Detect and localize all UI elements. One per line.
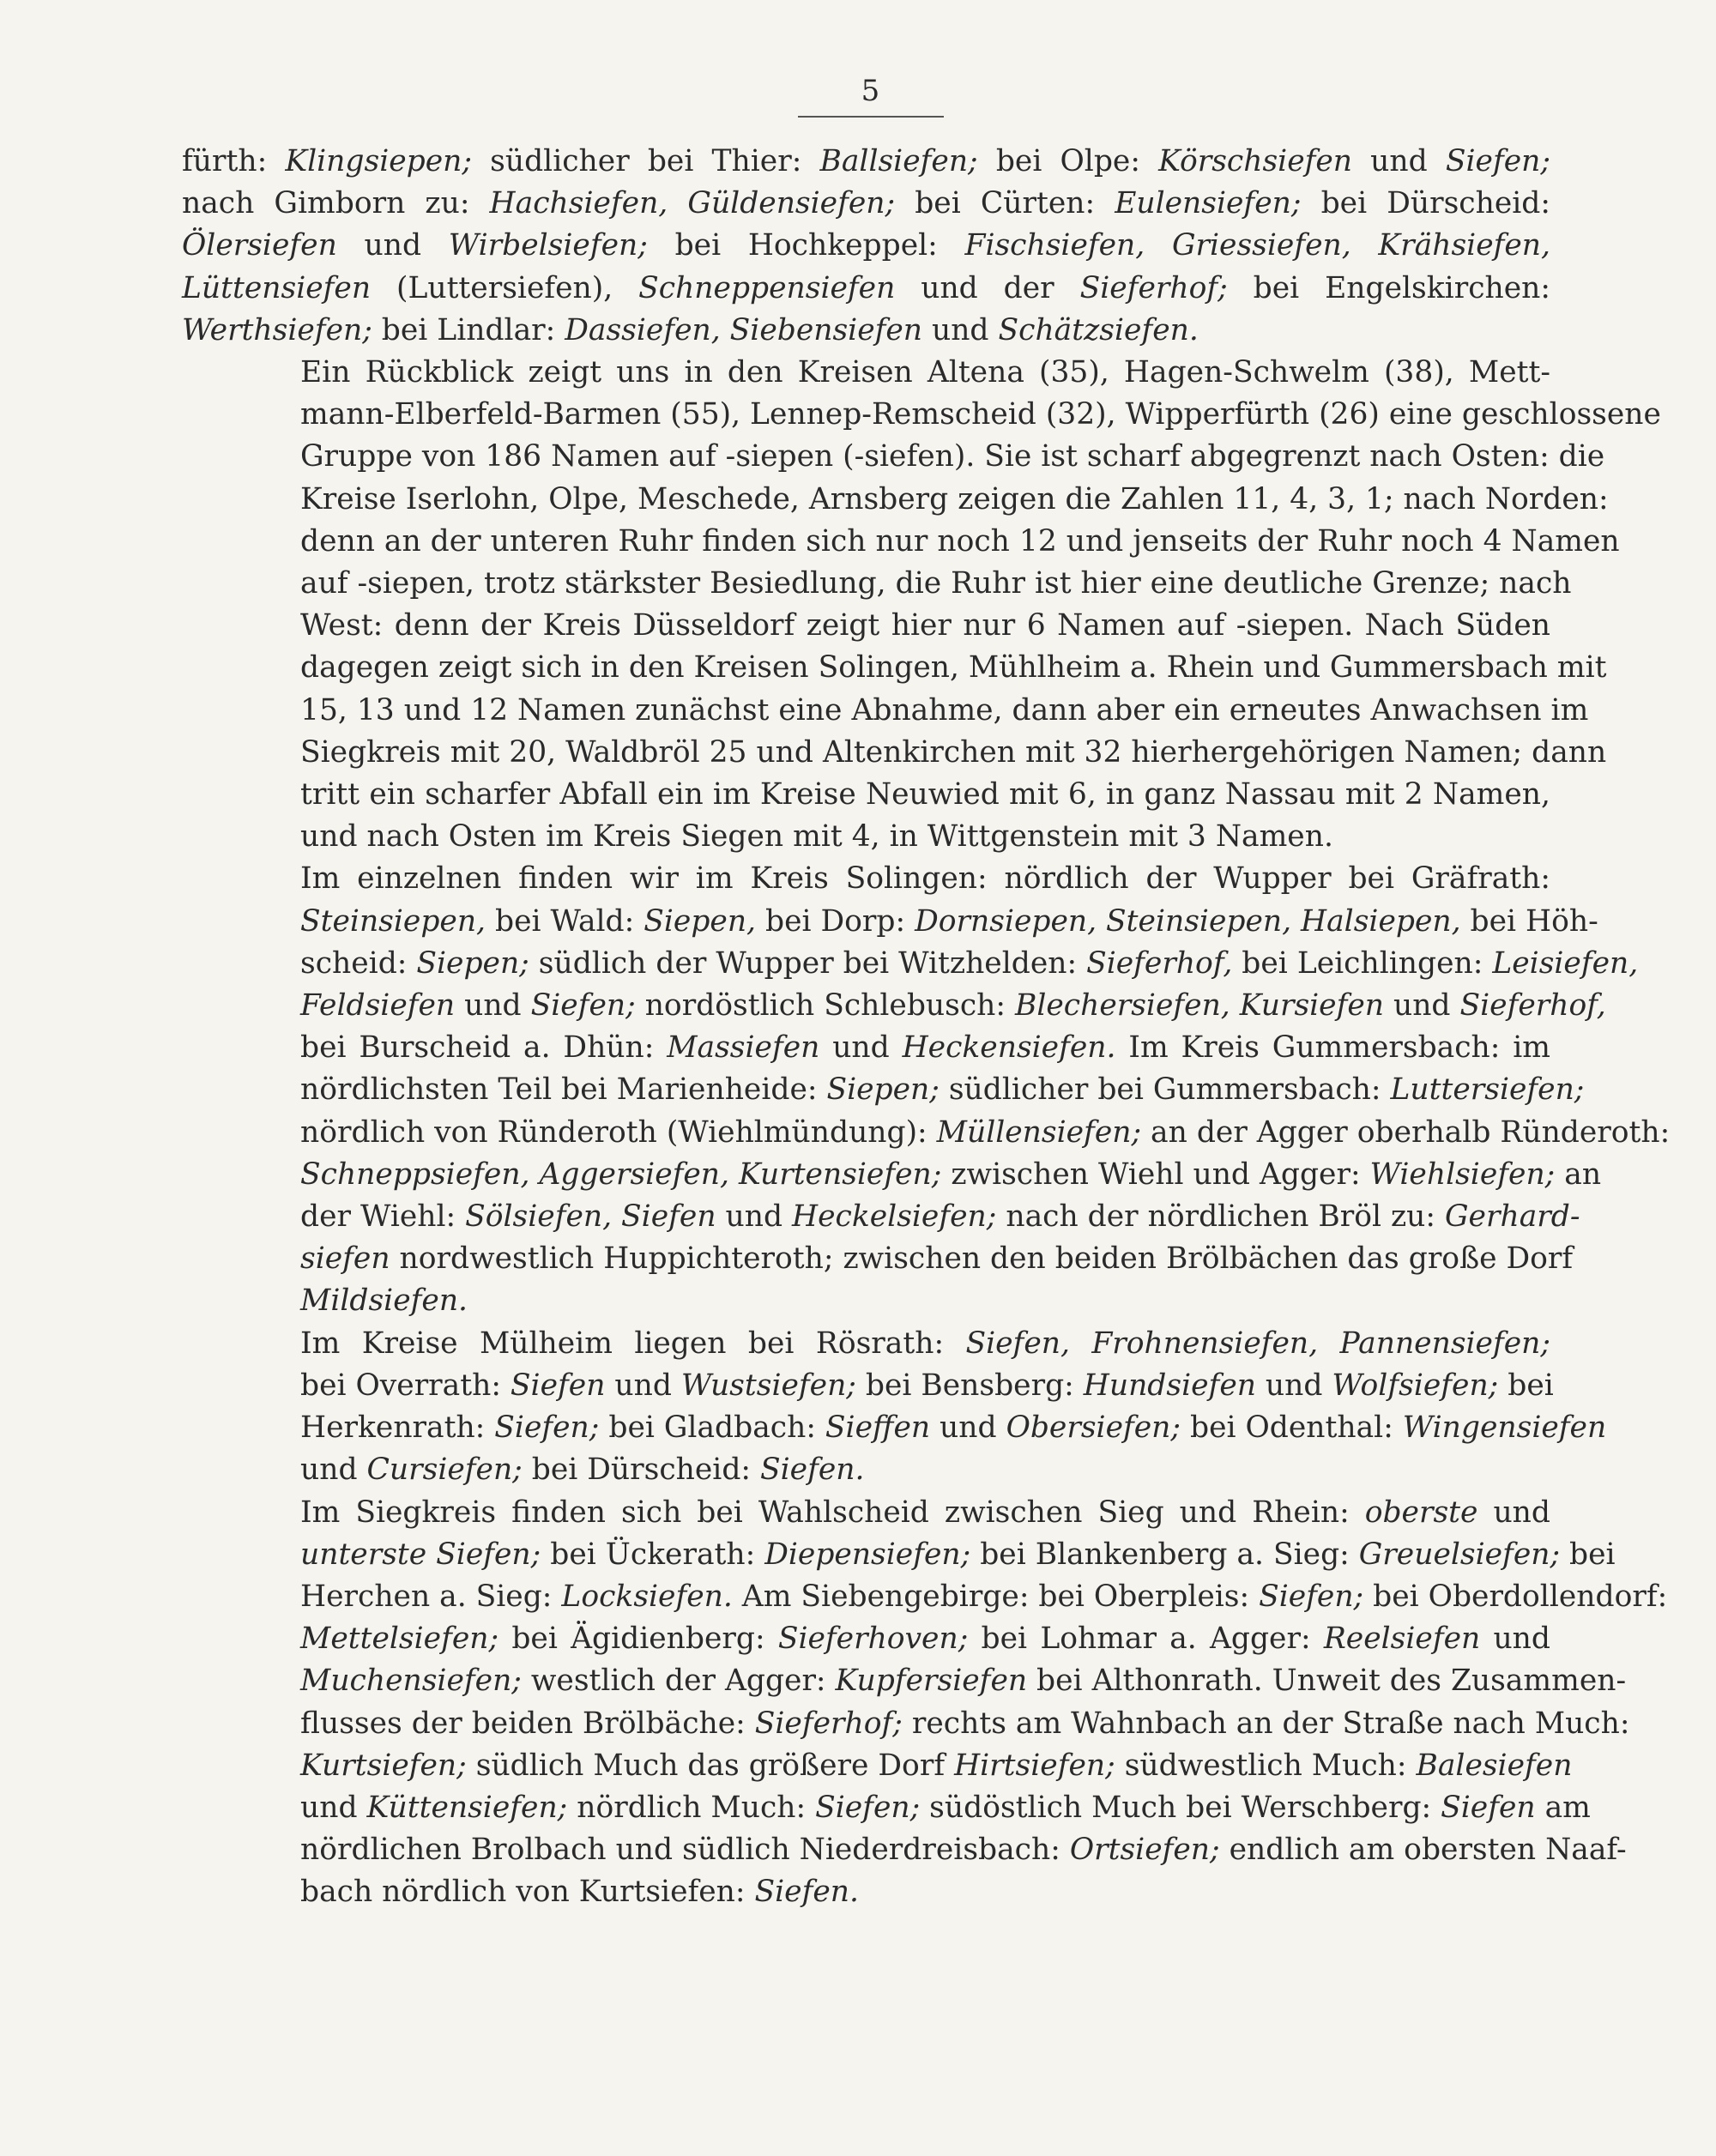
place-name: Muchensiefen; xyxy=(300,1664,522,1699)
text-segment: nördlichsten Teil bei Marienheide: xyxy=(300,1072,827,1108)
text-segment: endlich am obersten Naaf- xyxy=(1219,1833,1627,1868)
text-line xyxy=(182,1238,1574,1280)
place-name: Wolfsiefen; xyxy=(1332,1368,1499,1403)
place-name: Dassiefen, Siebensiefen xyxy=(565,312,923,347)
place-name: Klingsiepen; xyxy=(285,144,472,178)
text-segment: südöstlich Much bei Werschberg: xyxy=(920,1790,1441,1825)
place-name: Sieferhof, xyxy=(1086,945,1233,981)
place-name: Küttensiefen; xyxy=(366,1790,568,1825)
text-segment: bei Gladbach: xyxy=(599,1410,825,1446)
place-name: Wirbelsiefen; xyxy=(448,228,648,263)
text-line xyxy=(182,732,1607,774)
place-name: Siepen; xyxy=(826,1072,940,1108)
place-name: Ortsiefen; xyxy=(1069,1833,1220,1868)
text-segment: Gruppe von 186 Namen auf -siepen (-siefen). Sie ist scharf abgegrenzt nach Osten: die xyxy=(300,439,1605,474)
text-segment: bei Oberdollendorf: xyxy=(1363,1579,1668,1614)
text-line xyxy=(182,225,1550,267)
text-segment: nördlich Much: xyxy=(567,1790,816,1825)
text-line xyxy=(182,647,1607,689)
text-segment: bei Althonrath. Unweit des Zusammen- xyxy=(1027,1664,1627,1699)
place-name: Diepensiefen; xyxy=(764,1537,971,1572)
place-name: Schneppsiefen, Aggersiefen, Kurtensiefen; xyxy=(300,1157,942,1192)
place-name: Luttersiefen; xyxy=(1390,1072,1585,1108)
text-line xyxy=(182,1492,1550,1534)
text-line xyxy=(182,394,1661,436)
text-segment: Ein Rückblick zeigt uns in den Kreisen Altena (35), Hagen-Schwelm (38), Mett- xyxy=(300,355,1550,390)
text-line xyxy=(182,1871,1550,1913)
text-line xyxy=(182,563,1572,605)
place-name: Ballsiefen; xyxy=(819,144,978,178)
text-segment: bei xyxy=(1560,1537,1616,1572)
place-name: Locksiefen. xyxy=(561,1579,733,1614)
text-segment: bei Hochkeppel: xyxy=(647,228,965,263)
place-name: Kupfersiefen xyxy=(835,1664,1028,1699)
place-name: Mildsiefen. xyxy=(300,1283,468,1319)
place-name: Schätzsiefen. xyxy=(998,312,1199,347)
text-segment: Herkenrath: xyxy=(300,1410,495,1446)
place-name: Dornsiepen, Steinsiepen, Halsiepen, xyxy=(915,903,1461,939)
place-name: Eulensiefen; xyxy=(1115,186,1302,221)
text-line xyxy=(182,943,1639,985)
text-segment: und xyxy=(1255,1368,1332,1403)
place-name: Wiehlsiefen; xyxy=(1369,1157,1556,1192)
text-segment: 15, 13 und 12 Namen zunächst eine Abnahme, dann aber ein erneutes Anwachsen im xyxy=(300,692,1589,728)
place-name: Fischsiefen, Griessiefen, Krähsiefen, xyxy=(964,228,1550,263)
text-line xyxy=(182,1112,1671,1154)
text-segment: bei Dürscheid: xyxy=(1301,186,1550,221)
place-name: Sieferhof; xyxy=(754,1706,903,1741)
text-segment: bei Ägidienberg: xyxy=(498,1622,778,1657)
place-name: Steinsiepen, xyxy=(300,903,486,939)
paragraph xyxy=(182,352,1661,858)
text-segment: und xyxy=(1384,988,1460,1024)
place-name: Siefen, Frohnensiefen, Pannensiefen; xyxy=(965,1326,1551,1361)
place-name: Obersiefen; xyxy=(1006,1410,1181,1446)
place-name: Siepen, xyxy=(644,903,757,939)
place-name: Siefen. xyxy=(754,1875,859,1910)
place-name: Siefen xyxy=(1441,1790,1536,1825)
text-segment: an xyxy=(1555,1157,1602,1192)
text-segment: bei Bensberg: xyxy=(855,1368,1084,1403)
text-segment: Kreise Iserlohn, Olpe, Meschede, Arnsberg zeigen die Zahlen 11, 4, 3, 1; nach Norden: xyxy=(300,481,1609,516)
place-name: siefen xyxy=(300,1241,390,1277)
place-name: Ölersiefen xyxy=(182,228,337,263)
text-segment: bei Burscheid a. Dhün: xyxy=(300,1030,668,1066)
text-line xyxy=(182,1069,1585,1111)
text-segment: und xyxy=(605,1368,681,1403)
text-line xyxy=(182,1534,1616,1576)
text-segment: West: denn der Kreis Düsseldorf zeigt hier nur 6 Namen auf -siepen. Nach Süden xyxy=(300,608,1550,643)
text-line xyxy=(182,985,1606,1027)
text-segment: bei Cürten: xyxy=(895,186,1115,221)
place-name: unterste Siefen; xyxy=(300,1537,541,1572)
text-line xyxy=(182,1576,1668,1618)
text-line xyxy=(182,1745,1573,1787)
place-name: oberste xyxy=(1364,1495,1478,1530)
text-segment: bei Höh- xyxy=(1460,903,1598,939)
text-line xyxy=(182,690,1589,732)
place-name: Siefen xyxy=(510,1368,606,1403)
place-name: Schneppensiefen xyxy=(638,270,896,305)
text-segment: an der Agger oberhalb Ründeroth: xyxy=(1141,1114,1671,1150)
text-segment: südwestlich Much: xyxy=(1115,1748,1417,1783)
text-segment: und xyxy=(1477,1495,1550,1530)
text-segment: nordwestlich Huppichteroth; zwischen den beiden Brölbächen das große Dorf xyxy=(390,1241,1574,1277)
place-name: Feldsiefen xyxy=(300,988,456,1024)
text-segment: südlich der Wupper bei Witzhelden: xyxy=(529,945,1087,981)
text-segment: und xyxy=(336,228,449,263)
text-line xyxy=(182,858,1550,900)
text-line xyxy=(182,1154,1602,1196)
text-line xyxy=(182,605,1550,647)
place-name: Wingensiefen xyxy=(1402,1410,1607,1446)
place-name: Siepen; xyxy=(416,945,529,981)
text-segment: auf -siepen, trotz stärkster Besiedlung, die Ruhr ist hier eine deutliche Grenze; nach xyxy=(300,566,1572,601)
place-name: Balesiefen xyxy=(1416,1748,1573,1783)
text-segment: bei Ückerath: xyxy=(541,1537,765,1572)
place-name: Hirtsiefen; xyxy=(954,1748,1115,1783)
text-segment: nördlichen Brolbach und südlich Niederdreisbach: xyxy=(300,1833,1070,1868)
text-line xyxy=(182,1787,1591,1829)
text-segment: Herchen a. Sieg: xyxy=(300,1579,562,1614)
place-name: Werthsiefen; xyxy=(182,312,372,347)
place-name: Siefen. xyxy=(760,1452,865,1488)
text-segment: bei Blankenberg a. Sieg: xyxy=(970,1537,1359,1572)
place-name: Sieferhof, xyxy=(1459,988,1606,1024)
body-text xyxy=(182,141,1671,1914)
paragraph xyxy=(182,1492,1668,1914)
text-segment: und xyxy=(1480,1622,1550,1657)
text-segment: Am Siebengebirge: bei Oberpleis: xyxy=(732,1579,1260,1614)
text-segment: westlich der Agger: xyxy=(521,1664,836,1699)
text-segment: nach der nördlichen Bröl zu: xyxy=(996,1199,1445,1235)
paragraph xyxy=(182,1323,1607,1492)
place-name: Gerhard- xyxy=(1445,1199,1580,1235)
text-line xyxy=(182,1027,1550,1069)
place-name: Leisiefen, xyxy=(1492,945,1639,981)
place-name: Reelsiefen xyxy=(1323,1622,1481,1657)
text-segment: flusses der beiden Brölbäche: xyxy=(300,1706,755,1741)
text-line xyxy=(182,1829,1627,1871)
place-name: Müllensiefen; xyxy=(936,1114,1142,1150)
text-segment: Im Siegkreis finden sich bei Wahlscheid zwischen Sieg und Rhein: xyxy=(300,1495,1365,1530)
text-segment: und xyxy=(922,312,999,347)
text-segment: bei xyxy=(1498,1368,1554,1403)
place-name: Sieferhoven; xyxy=(777,1622,969,1657)
text-segment: bei Engelskirchen: xyxy=(1227,270,1550,305)
text-segment: denn an der unteren Ruhr finden sich nur noch 12 und jenseits der Ruhr noch 4 Namen xyxy=(300,523,1620,559)
text-segment: und xyxy=(819,1030,903,1066)
text-segment: Im Kreise Mülheim liegen bei Rösrath: xyxy=(300,1326,966,1361)
place-name: Sieffen xyxy=(825,1410,931,1446)
page-number-rule xyxy=(798,116,944,118)
place-name: Sölsiefen, Siefen xyxy=(465,1199,716,1235)
place-name: Siefen; xyxy=(1445,144,1550,178)
text-segment: der Wiehl: xyxy=(300,1199,466,1235)
text-line xyxy=(182,141,1550,183)
text-segment: und xyxy=(300,1452,367,1488)
place-name: Mettelsiefen; xyxy=(300,1622,499,1657)
text-line xyxy=(182,1323,1550,1365)
text-segment: nördlich von Ründeroth (Wiehlmündung): xyxy=(300,1114,937,1150)
text-segment: (Luttersiefen), xyxy=(371,270,639,305)
text-segment: bei Odenthal: xyxy=(1181,1410,1403,1446)
place-name: Cursiefen; xyxy=(366,1452,523,1488)
text-segment: bei Leichlingen: xyxy=(1232,945,1493,981)
text-segment: nach Gimborn zu: xyxy=(182,186,490,221)
text-segment: Im Kreis Gummersbach: im xyxy=(1115,1030,1550,1066)
text-segment: Siegkreis mit 20, Waldbröl 25 und Altenkirchen mit 32 hierhergehörigen Namen; dann xyxy=(300,734,1607,770)
place-name: Sieferhof; xyxy=(1079,270,1228,305)
place-name: Massiefen xyxy=(667,1030,820,1066)
text-segment: bei Lohmar a. Agger: xyxy=(968,1622,1324,1657)
text-line xyxy=(182,479,1609,521)
text-line xyxy=(182,774,1550,816)
text-segment: tritt ein scharfer Abfall ein im Kreise Neuwied mit 6, in ganz Nassau mit 2 Namen, xyxy=(300,777,1550,812)
paragraph xyxy=(182,141,1550,352)
text-segment: bei Dürscheid: xyxy=(522,1452,761,1488)
text-segment: bei Overrath: xyxy=(300,1368,511,1403)
text-line xyxy=(182,1365,1554,1407)
text-segment: südlicher bei Thier: xyxy=(472,144,820,178)
place-name: Kurtsiefen; xyxy=(300,1748,467,1783)
place-name: Hachsiefen, Güldensiefen; xyxy=(489,186,896,221)
text-segment: und xyxy=(300,1790,367,1825)
text-line xyxy=(182,816,1550,858)
text-line xyxy=(182,183,1550,225)
place-name: Blechersiefen, Kursiefen xyxy=(1014,988,1385,1024)
text-segment: zwischen Wiehl und Agger: xyxy=(941,1157,1370,1192)
text-segment: bei Dorp: xyxy=(756,903,915,939)
text-segment: bei Wald: xyxy=(486,903,644,939)
place-name: Siefen; xyxy=(1259,1579,1364,1614)
text-line xyxy=(182,310,1550,352)
place-name: Siefen; xyxy=(815,1790,921,1825)
text-segment: am xyxy=(1535,1790,1591,1825)
paragraph xyxy=(182,858,1671,1322)
place-name: Hundsiefen xyxy=(1083,1368,1256,1403)
text-segment: und xyxy=(455,988,531,1024)
text-line xyxy=(182,1660,1627,1702)
text-segment: rechts am Wahnbach an der Straße nach Much: xyxy=(902,1706,1630,1741)
text-segment: und xyxy=(1352,144,1446,178)
text-segment: bei Lindlar: xyxy=(372,312,565,347)
text-segment: fürth: xyxy=(182,144,286,178)
text-segment: südlicher bei Gummersbach: xyxy=(939,1072,1391,1108)
text-segment: bei Olpe: xyxy=(977,144,1159,178)
place-name: Körschsiefen xyxy=(1158,144,1353,178)
text-segment: nordöstlich Schlebusch: xyxy=(635,988,1015,1024)
text-line xyxy=(182,1618,1550,1660)
text-line xyxy=(182,1449,1550,1491)
text-segment: Im einzelnen finden wir im Kreis Solingen: nördlich der Wupper bei Gräfrath: xyxy=(300,861,1550,897)
text-line xyxy=(182,352,1550,394)
text-line xyxy=(182,901,1598,943)
place-name: Wustsiefen; xyxy=(680,1368,856,1403)
text-line xyxy=(182,1407,1607,1449)
text-line xyxy=(182,1196,1580,1238)
place-name: Siefen; xyxy=(530,988,636,1024)
text-line xyxy=(182,521,1620,563)
text-segment: dagegen zeigt sich in den Kreisen Solingen, Mühlheim a. Rhein und Gummersbach mit xyxy=(300,650,1607,685)
place-name: Heckensiefen. xyxy=(902,1030,1116,1066)
page-number: 5 xyxy=(861,74,881,108)
text-line xyxy=(182,268,1550,310)
text-line xyxy=(182,1703,1630,1745)
text-line xyxy=(182,436,1605,478)
text-segment: und der xyxy=(895,270,1080,305)
text-segment: mann-Elberfeld-Barmen (55), Lennep-Remscheid (32), Wipperfürth (26) eine geschlossene xyxy=(300,397,1661,432)
place-name: Heckelsiefen; xyxy=(792,1199,997,1235)
place-name: Siefen; xyxy=(494,1410,600,1446)
text-segment: und nach Osten im Kreis Siegen mit 4, in Wittgenstein mit 3 Namen. xyxy=(300,819,1333,855)
text-segment: scheid: xyxy=(300,945,417,981)
text-segment: bach nördlich von Kurtsiefen: xyxy=(300,1875,755,1910)
text-segment: und xyxy=(930,1410,1006,1446)
place-name: Greuelsiefen; xyxy=(1358,1537,1561,1572)
text-line xyxy=(182,1280,1550,1322)
place-name: Lüttensiefen xyxy=(182,270,372,305)
text-segment: und xyxy=(716,1199,793,1235)
text-segment: südlich Much das größere Dorf xyxy=(466,1748,955,1783)
